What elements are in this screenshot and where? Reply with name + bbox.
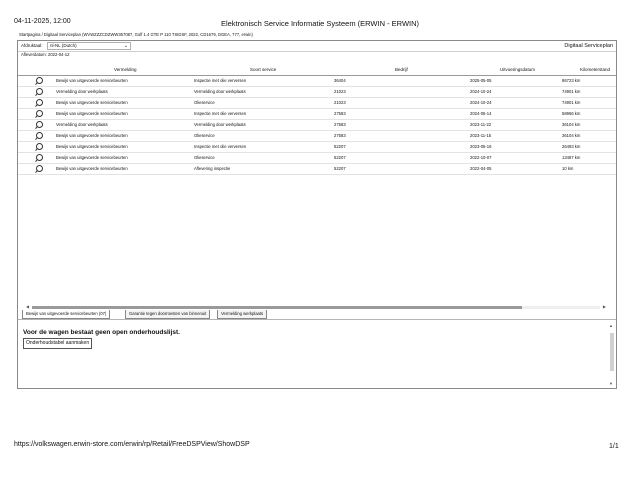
scroll-thumb[interactable] (610, 333, 614, 371)
cell-soort-service: Inspectie met olie verversen (194, 78, 247, 83)
page-title: Elektronisch Service Informatie Systeem (ERWIN - ERWIN) (220, 19, 420, 28)
tab-performed-services[interactable]: Bewijs van uitgevoerde servicebeurten (07) (22, 310, 110, 319)
print-datetime: 04-11-2025, 12:00 (14, 18, 71, 25)
cell-vermelding: Bewijs van uitgevoerde servicebeurten (56, 144, 128, 149)
table-row[interactable] (18, 76, 616, 87)
cell-vermelding: Bewijs van uitgevoerde servicebeurten (56, 155, 128, 160)
cell-bedrijf: 36404 (334, 78, 346, 83)
cell-uitvoeringsdatum: 2023-11-15 (470, 133, 492, 138)
cell-uitvoeringsdatum: 2023-05-16 (470, 144, 492, 149)
table-row[interactable] (18, 109, 616, 120)
cell-kilometerstand: 36104 km (562, 122, 581, 127)
cell-soort-service: Inspectie met olie verversen (194, 111, 247, 116)
maintenance-notice: Voor de wagen bestaat geen open onderhoudslijst. (23, 329, 180, 336)
table-header (18, 63, 616, 76)
column-header-kilometerstand[interactable]: Kilometerstand (580, 67, 611, 72)
column-header-soort-service[interactable]: Soort service (250, 67, 277, 72)
table-row[interactable] (18, 87, 616, 98)
cell-vermelding: Bewijs van uitgevoerde servicebeurten (56, 133, 128, 138)
cell-bedrijf: 52207 (334, 166, 346, 171)
digital-service-plan-title: Digitaal Serviceplan (564, 43, 613, 49)
cell-vermelding: Vermelding door werkplaats (56, 122, 108, 127)
cell-kilometerstand: 58966 km (562, 111, 581, 116)
cell-kilometerstand: 36104 km (562, 133, 581, 138)
cell-kilometerstand: 13487 km (562, 155, 581, 160)
cell-soort-service: Olieservice (194, 155, 215, 160)
toolbar (18, 41, 616, 52)
cell-bedrijf: 21023 (334, 89, 346, 94)
cell-uitvoeringsdatum: 2024-05-14 (470, 111, 492, 116)
cell-uitvoeringsdatum: 2024-10-24 (470, 89, 492, 94)
cell-soort-service: Vermelding door werkplaats (194, 89, 246, 94)
magnifier-icon[interactable] (36, 99, 43, 106)
cell-bedrijf: 27583 (334, 111, 346, 116)
scroll-thumb[interactable] (32, 306, 522, 309)
scroll-left-arrow-icon[interactable]: ◀ (26, 304, 30, 309)
column-header-bedrijf[interactable]: Bedrijf (395, 67, 408, 72)
horizontal-scrollbar[interactable] (26, 305, 606, 310)
cell-uitvoeringsdatum: 2023-11-22 (470, 122, 492, 127)
tab-workshop-notes[interactable]: Vermelding werkplaats (217, 310, 267, 319)
cell-bedrijf: 27583 (334, 122, 346, 127)
magnifier-icon[interactable] (36, 165, 43, 172)
cell-uitvoeringsdatum: 2022-04-05 (470, 166, 492, 171)
vertical-scrollbar[interactable] (609, 323, 615, 386)
scroll-down-arrow-icon[interactable]: ▼ (609, 381, 613, 386)
cell-kilometerstand: 74901 km (562, 89, 581, 94)
cell-kilometerstand: 26493 km (562, 144, 581, 149)
cell-vermelding: Bewijs van uitgevoerde servicebeurten (56, 100, 128, 105)
page-url: https://volkswagen.erwin-store.com/erwin/rp/Retail/FreeDSPView/ShowDSP (14, 441, 250, 448)
column-header-uitvoeringsdatum[interactable]: Uitvoeringsdatum (500, 67, 536, 72)
cell-bedrijf: 52207 (334, 155, 346, 160)
scroll-right-arrow-icon[interactable]: ▶ (602, 304, 606, 309)
cell-bedrijf: 21023 (334, 100, 346, 105)
page-number: 1/1 (609, 443, 619, 450)
column-header-vermelding[interactable]: Vermelding (114, 67, 137, 72)
magnifier-icon[interactable] (36, 121, 43, 128)
scroll-up-arrow-icon[interactable]: ▲ (609, 323, 613, 328)
chevron-down-icon: ⌄ (123, 43, 128, 49)
table-row[interactable] (18, 142, 616, 153)
magnifier-icon[interactable] (36, 77, 43, 84)
cell-soort-service: Inspectie met olie verversen (194, 144, 247, 149)
cell-uitvoeringsdatum: 2022-10-07 (470, 155, 492, 160)
cell-soort-service: Olieservice (194, 100, 215, 105)
cell-soort-service: Olieservice (194, 133, 215, 138)
magnifier-icon[interactable] (36, 110, 43, 117)
delivery-date: Afleverdatum: 2022-04-12 (21, 52, 70, 57)
cell-bedrijf: 52207 (334, 144, 346, 149)
print-language-label: Afdruktaal: (21, 43, 43, 48)
language-select-value: nl-NL (Dutch) (50, 43, 77, 48)
cell-bedrijf: 27583 (334, 133, 346, 138)
tab-rust-warranty[interactable]: Garantie tegen doorroesten van binnenuit (125, 310, 210, 319)
table-row[interactable] (18, 153, 616, 164)
cell-soort-service: Aflevering inspectie (194, 166, 231, 171)
table-row[interactable] (18, 164, 616, 175)
table-row[interactable] (18, 131, 616, 142)
cell-uitvoeringsdatum: 2025-05-05 (470, 78, 492, 83)
cell-kilometerstand: 10 km (562, 166, 574, 171)
cell-kilometerstand: 74901 km (562, 100, 581, 105)
breadcrumb[interactable]: Startpagina / Digitaal Serviceplan (WVWZZZCDZWW357087, Golf 1.4 GTE P 110 TSIDSF, 2022, CD1679, DGEA, 777, erwin) (19, 32, 253, 37)
cell-vermelding: Bewijs van uitgevoerde servicebeurten (56, 78, 128, 83)
service-plan-panel (17, 40, 617, 389)
cell-vermelding: Vermelding door werkplaats (56, 89, 108, 94)
magnifier-icon[interactable] (36, 132, 43, 139)
table-row[interactable] (18, 120, 616, 131)
table-row[interactable] (18, 98, 616, 109)
cell-vermelding: Bewijs van uitgevoerde servicebeurten (56, 166, 128, 171)
magnifier-icon[interactable] (36, 143, 43, 150)
divider (18, 319, 616, 320)
cell-soort-service: Vermelding door werkplaats (194, 122, 246, 127)
cell-kilometerstand: 86723 km (562, 78, 581, 83)
cell-vermelding: Bewijs van uitgevoerde servicebeurten (56, 111, 128, 116)
create-maintenance-table-button[interactable]: Onderhoudstabel aanmaken (23, 338, 92, 349)
cell-uitvoeringsdatum: 2024-10-24 (470, 100, 492, 105)
language-select[interactable] (47, 42, 131, 50)
magnifier-icon[interactable] (36, 88, 43, 95)
service-table-body (18, 76, 616, 175)
magnifier-icon[interactable] (36, 154, 43, 161)
